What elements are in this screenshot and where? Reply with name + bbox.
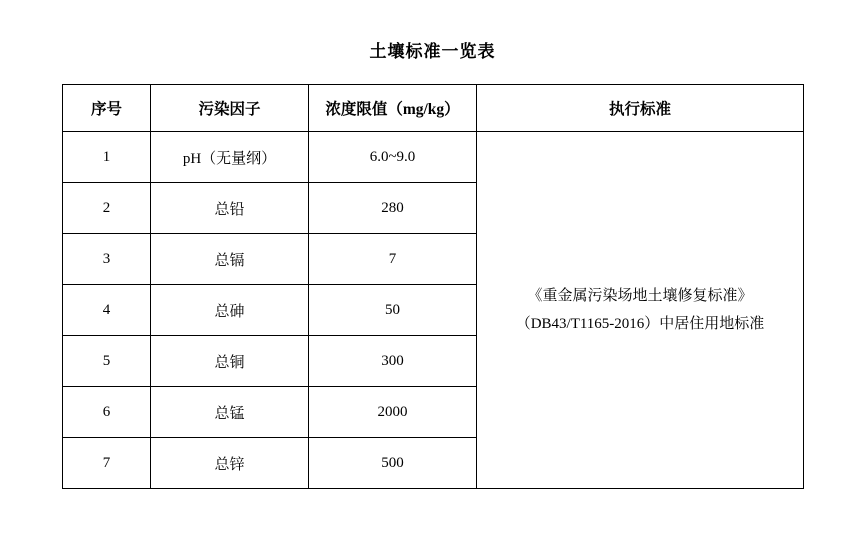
cell-limit: 6.0~9.0 [309,132,477,183]
table-row [63,132,804,183]
table-body [63,132,804,489]
cell-no: 3 [63,234,151,285]
cell-no: 6 [63,387,151,438]
cell-limit: 2000 [309,387,477,438]
cell-no: 7 [63,438,151,489]
table-header [63,85,804,132]
cell-factor: 总锌 [151,438,309,489]
page-title: 土壤标准一览表 [369,42,496,61]
standard-line-1: 《重金属污染场地土壤修复标准》 [527,288,753,304]
table-container [0,84,865,489]
cell-limit: 300 [309,336,477,387]
cell-limit: 50 [309,285,477,336]
cell-factor: 总铅 [151,183,309,234]
column-header-standard: 执行标准 [477,85,804,132]
cell-limit: 7 [309,234,477,285]
standard-line-2: （DB43/T1165-2016）中居住用地标准 [515,316,765,332]
cell-factor: pH（无量纲） [151,132,309,183]
cell-no: 2 [63,183,151,234]
column-header-no: 序号 [63,85,151,132]
cell-factor: 总锰 [151,387,309,438]
cell-factor: 总铜 [151,336,309,387]
table-header-row [63,85,804,132]
cell-limit: 500 [309,438,477,489]
column-header-limit: 浓度限值（mg/kg） [309,85,477,132]
cell-no: 1 [63,132,151,183]
cell-no: 4 [63,285,151,336]
column-header-factor: 污染因子 [151,85,309,132]
document-page [0,42,865,536]
cell-limit: 280 [309,183,477,234]
cell-factor: 总砷 [151,285,309,336]
cell-no: 5 [63,336,151,387]
cell-factor: 总镉 [151,234,309,285]
cell-standard [477,132,804,489]
soil-standard-table [62,84,804,489]
